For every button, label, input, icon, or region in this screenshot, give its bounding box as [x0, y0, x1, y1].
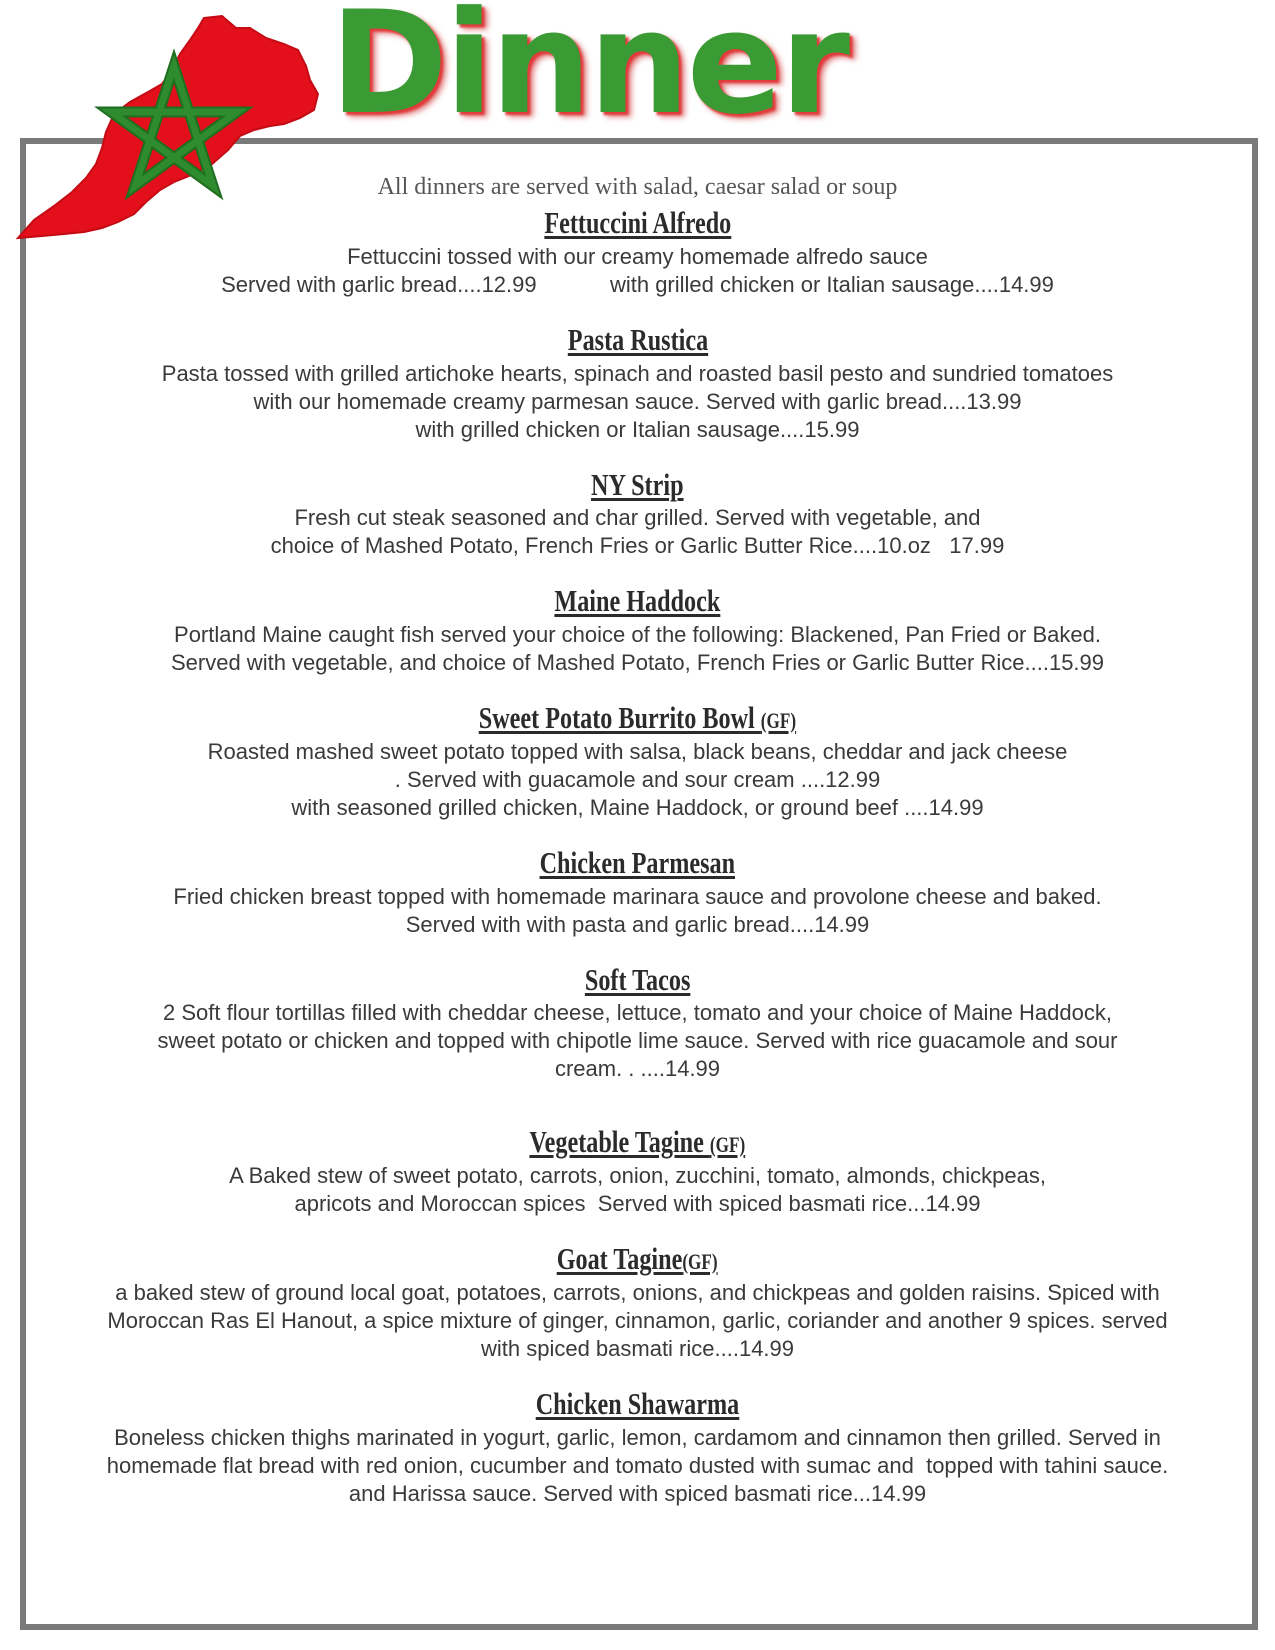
menu-item-title: [530, 1123, 746, 1162]
menu-item-name: Chicken Parmesan: [539, 844, 736, 880]
menu-item-description-line: with grilled chicken or Italian sausage....15.99: [415, 416, 860, 442]
menu-item: [30, 204, 1245, 299]
menu-item-name: NY Strip: [591, 466, 684, 502]
menu-item-name: Maine Haddock: [554, 583, 721, 619]
menu-item-title: [479, 699, 796, 738]
menu-item: [30, 1123, 1245, 1218]
menu-item: [30, 844, 1245, 939]
menu-item-name: Pasta Rustica: [567, 321, 708, 357]
menu-item-description-line: choice of Mashed Potato, French Fries or Garlic Butter Rice....10.oz 17.99: [270, 533, 1005, 559]
menu-item-description-line: apricots and Moroccan spices Served with spiced basmati rice...14.99: [294, 1191, 981, 1216]
menu-item-description-line: Served with vegetable, and choice of Mashed Potato, French Fries or Garlic Butter Rice....15.99: [170, 650, 1105, 675]
menu-item-description-line: Pasta tossed with grilled artichoke hearts, spinach and roasted basil pesto and sundried tomatoes: [161, 360, 1114, 386]
menu-item-description-line: . Served with guacamole and sour cream ....12.99: [394, 766, 881, 792]
menu-item-description-line: and Harissa sauce. Served with spiced basmati rice...14.99: [348, 1480, 927, 1506]
menu-item-title: [591, 466, 683, 505]
menu-item-name: Sweet Potato Burrito Bowl: [478, 700, 761, 735]
menu-item-description-line: with spiced basmati rice....14.99: [480, 1335, 795, 1361]
menu-item-description-line: a baked stew of ground local goat, potatoes, carrots, onions, and chickpeas and golden raisins. Spiced with: [115, 1279, 1160, 1305]
menu-item: [30, 466, 1245, 561]
menu-item-name: Goat Tagine: [557, 1241, 683, 1276]
menu-item-description-line: Served with with pasta and garlic bread....14.99: [405, 911, 870, 937]
menu-item-title: [557, 1240, 718, 1279]
menu-item-description-line: sweet potato or chicken and topped with chipotle lime sauce. Served with rice guacamole and sour: [157, 1028, 1118, 1054]
menu-item-title: [540, 844, 735, 883]
menu-item-description-line: cream. . ....14.99: [554, 1056, 721, 1082]
menu-item-title: [544, 204, 731, 243]
menu-item-description-line: Moroccan Ras El Hanout, a spice mixture of ginger, cinnamon, garlic, coriander and another 9 spices. served: [107, 1307, 1168, 1333]
menu-item-description-line: Portland Maine caught fish served your choice of the following: Blackened, Pan Fried or Baked.: [174, 622, 1101, 647]
menu-item: [30, 961, 1245, 1084]
menu-item-description-line: homemade flat bread with red onion, cucumber and tomato dusted with sumac and topped with tahini sauce.: [106, 1452, 1169, 1478]
menu-item-name: Chicken Shawarma: [535, 1385, 740, 1421]
menu-item: [30, 321, 1245, 444]
menu-item: [30, 1240, 1245, 1363]
menu-item-name: Soft Tacos: [584, 961, 691, 997]
menu-item: [30, 1385, 1245, 1508]
menu-item-title: [567, 321, 707, 360]
page-title: Dinner: [330, 0, 848, 146]
menu-item: [30, 699, 1245, 822]
menu-item-name: Fettuccini Alfredo: [544, 205, 731, 240]
menu-item-title: [585, 961, 690, 1000]
menu-item-description-line: 2 Soft flour tortillas filled with cheddar cheese, lettuce, tomato and your choice of Maine Haddock,: [163, 1000, 1112, 1026]
menu-item-description-line: Fried chicken breast topped with homemade marinara sauce and provolone cheese and baked.: [173, 883, 1102, 909]
gluten-free-badge: (GF): [710, 1132, 746, 1158]
gluten-free-badge: (GF): [682, 1249, 718, 1274]
menu-item-title: [536, 1385, 740, 1424]
menu-item-description-line: Fettuccini tossed with our creamy homemade alfredo sauce: [347, 243, 928, 269]
menu-item-description-line: A Baked stew of sweet potato, carrots, onion, zucchini, tomato, almonds, chickpeas,: [229, 1163, 1046, 1188]
menu-item-description-line: with our homemade creamy parmesan sauce. Served with garlic bread....13.99: [253, 388, 1022, 414]
menu-item-description-line: Served with garlic bread....12.99 with grilled chicken or Italian sausage....14.99: [221, 271, 1054, 297]
menu-list: [30, 204, 1245, 1530]
menu-item-title: [555, 582, 721, 621]
subtitle: All dinners are served with salad, caesar salad or soup: [377, 174, 898, 200]
menu-item: [30, 582, 1245, 677]
menu-item-description-line: Roasted mashed sweet potato topped with salsa, black beans, cheddar and jack cheese: [207, 738, 1068, 764]
gluten-free-badge: (GF): [760, 708, 797, 733]
menu-item-description-line: Boneless chicken thighs marinated in yogurt, garlic, lemon, cardamom and cinnamon then grilled. Served in: [114, 1424, 1161, 1450]
menu-item-description-line: with seasoned grilled chicken, Maine Haddock, or ground beef ....14.99: [291, 794, 984, 820]
menu-item-name: Vegetable Tagine: [529, 1124, 711, 1160]
menu-item-description-line: Fresh cut steak seasoned and char grilled. Served with vegetable, and: [294, 505, 981, 531]
